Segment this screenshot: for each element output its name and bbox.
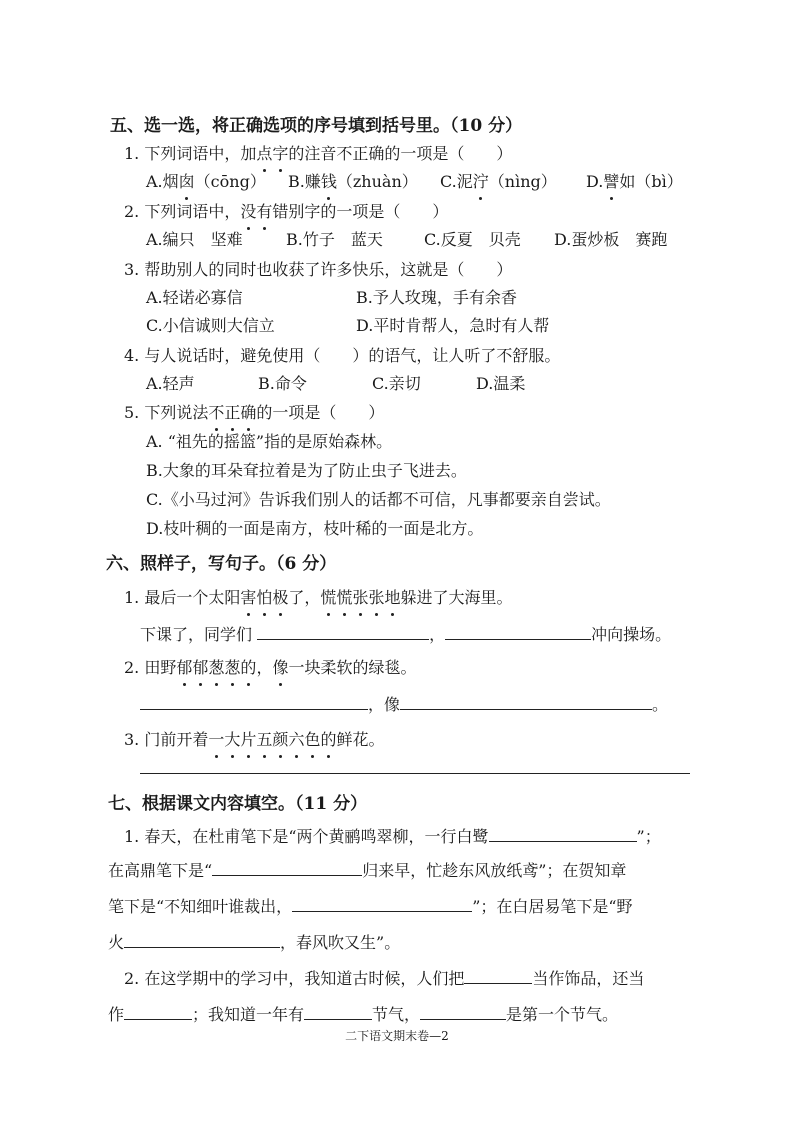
option-c: C.小信诚则大信立 — [146, 316, 275, 335]
q5-5-option-c: C.《小马过河》告诉我们别人的话都不可信，凡事都要亲自尝试。 — [146, 490, 611, 509]
answer-blank[interactable] — [212, 858, 362, 876]
answer-blank[interactable] — [257, 622, 429, 640]
option-b: B.予人玫瑰，手有余香 — [356, 288, 517, 307]
answer-blank[interactable] — [445, 622, 591, 640]
s6-1-fill: 下课了，同学们 ， 冲向操场。 — [140, 622, 671, 647]
option-d: D.温柔 — [476, 374, 526, 393]
option-a: A.轻声 — [146, 374, 195, 393]
option-c: C.亲切 — [372, 374, 421, 393]
answer-blank[interactable] — [420, 1002, 506, 1020]
option-d: D.蛋炒板 赛跑 — [554, 230, 668, 249]
answer-blank[interactable] — [140, 756, 690, 774]
s6-3-example: 3. 门前开着一大片五颜六色的鲜花。 — [124, 728, 385, 752]
s6-2-fill: ，像 。 — [140, 692, 668, 717]
s7-q2-line1: 2. 在这学期中的学习中，我知道古时候，人们把 当作饰品，还当 — [124, 966, 644, 991]
s6-2-example: 2. 田野郁郁葱葱的，像一块柔软的绿毯。 — [124, 656, 416, 680]
answer-blank[interactable] — [489, 824, 637, 842]
answer-blank[interactable] — [400, 692, 652, 710]
s6-3-fill — [140, 756, 690, 781]
q5-5-option-a: A. “祖先的摇篮”指的是原始森林。 — [146, 432, 393, 451]
q5-5-stem: 5. 下列说法不正确的一项是（ ） — [124, 401, 384, 425]
section-5-title: 五、选一选，将正确选项的序号填到括号里。（10 分） — [110, 116, 523, 136]
q5-3-stem: 3. 帮助别人的同时也收获了许多快乐，这就是（ ） — [124, 260, 513, 279]
section-6-title: 六、照样子，写句子。（6 分） — [106, 554, 337, 574]
option-b: B.赚钱（zhuàn） — [288, 170, 418, 194]
option-b: B.竹子 蓝天 — [286, 230, 383, 249]
answer-blank[interactable] — [124, 1002, 192, 1020]
page-footer: 二下语文期末卷—2 — [345, 1029, 449, 1043]
s6-1-example: 1. 最后一个太阳害怕极了，慌慌张张地躲进了大海里。 — [124, 586, 513, 610]
s7-q2-line2: 作 ；我知道一年有 节气， 是第一个节气。 — [108, 1002, 618, 1027]
answer-blank[interactable] — [124, 930, 280, 948]
answer-blank[interactable] — [304, 1002, 372, 1020]
section-7-title: 七、根据课文内容填空。（11 分） — [108, 794, 368, 814]
option-d: D.譬如（bì） — [586, 170, 683, 194]
option-d: D.平时肯帮人，急时有人帮 — [356, 316, 550, 335]
answer-blank[interactable] — [140, 692, 368, 710]
q5-5-option-d: D.枝叶稠的一面是南方，枝叶稀的一面是北方。 — [146, 519, 484, 538]
s7-q1-line3: 笔下是“不知细叶谁裁出， ”；在白居易笔下是“野 — [108, 894, 633, 919]
q5-5-option-b: B.大象的耳朵耷拉着是为了防止虫子飞进去。 — [146, 461, 467, 480]
option-a: A.轻诺必寡信 — [146, 288, 243, 307]
option-a: A.烟囱（cōng） — [146, 170, 266, 194]
option-b: B.命令 — [258, 374, 307, 393]
option-c: C.反夏 贝壳 — [424, 230, 521, 249]
answer-blank[interactable] — [464, 966, 532, 984]
q5-1-stem: 1. 下列词语中，加点字的注音不正确的一项是（ ） — [124, 142, 512, 166]
option-c: C.泥泞（nìng） — [440, 170, 557, 194]
s7-q1-line2: 在高鼎笔下是“ 归来早，忙趁东风放纸鸢”；在贺知章 — [108, 858, 626, 883]
s7-q1-line4: 火 ，春风吹又生”。 — [108, 930, 400, 955]
q5-4-stem: 4. 与人说话时，避免使用（ ）的语气，让人听了不舒服。 — [124, 346, 561, 365]
option-a: A.编只 坚难 — [146, 230, 243, 249]
s7-q1-line1: 1. 春天，在杜甫笔下是“两个黄鹂鸣翠柳，一行白鹭 ”； — [124, 824, 661, 849]
q5-2-stem: 2. 下列词语中，没有错别字的一项是（ ） — [124, 200, 448, 224]
answer-blank[interactable] — [292, 894, 472, 912]
